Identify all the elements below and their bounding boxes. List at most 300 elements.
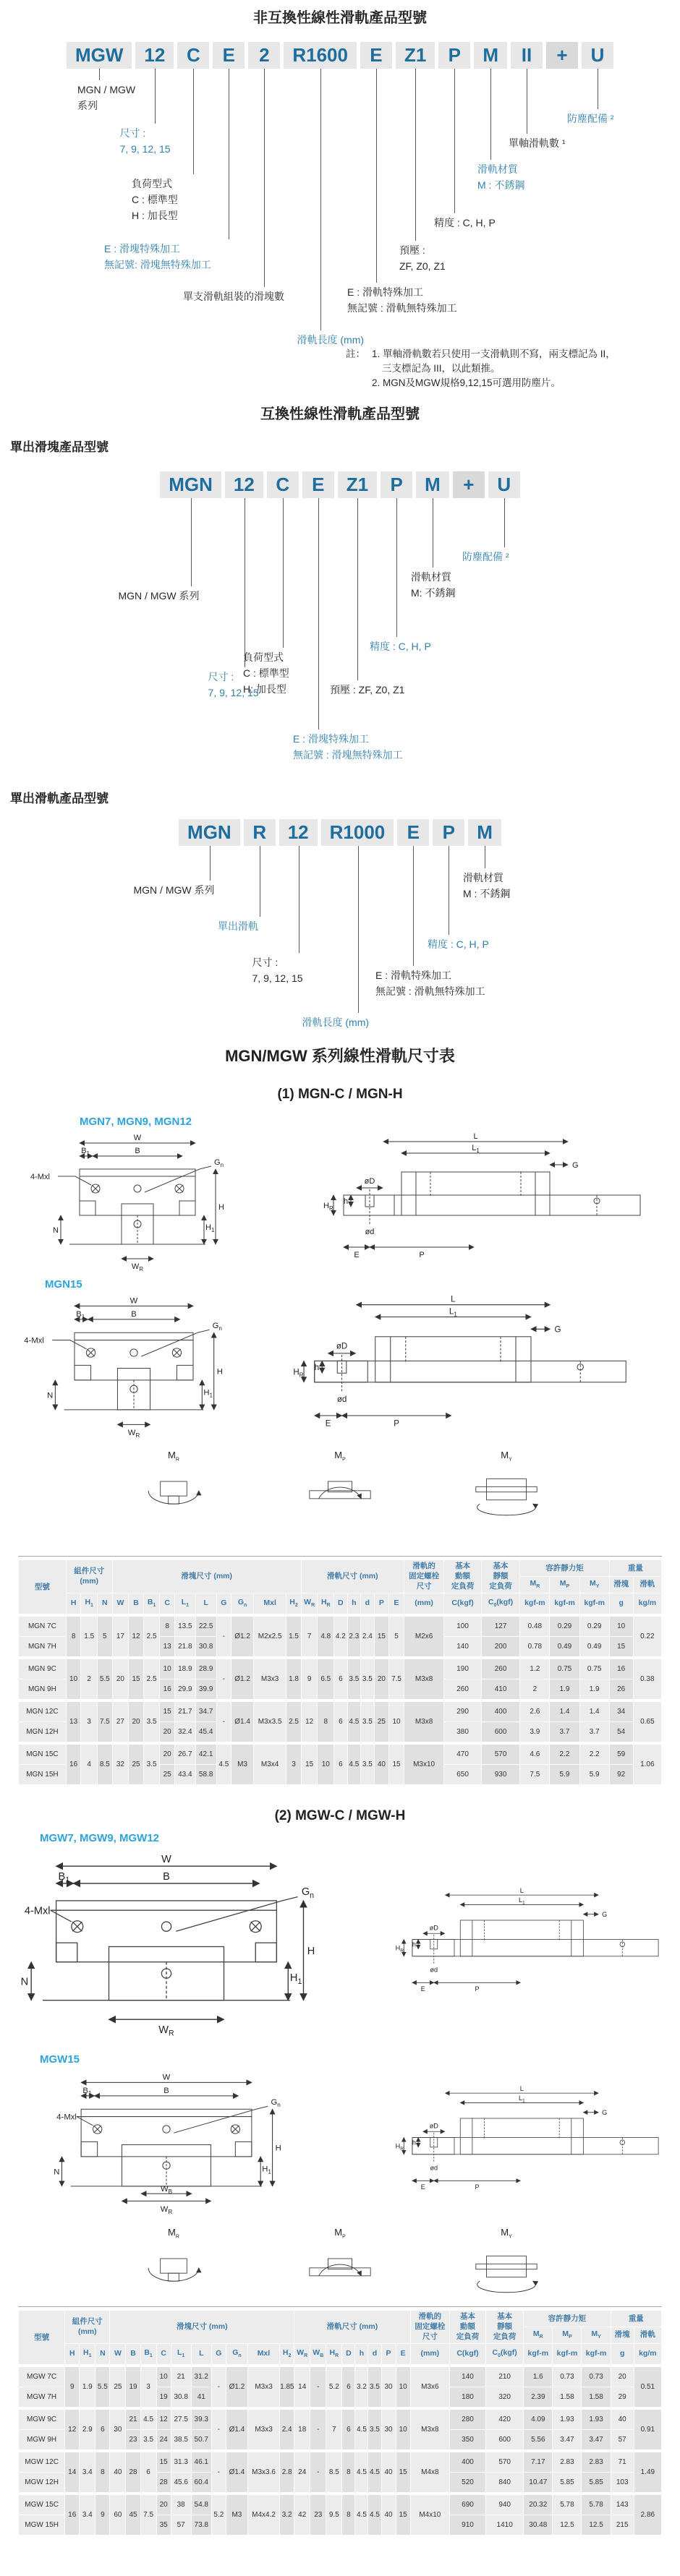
callout-line <box>415 69 416 241</box>
table-cell: 40 <box>381 2451 396 2494</box>
table-header-unit: L <box>191 2343 211 2366</box>
svg-text:WR: $W_R$ <box>158 2024 174 2038</box>
moment-label: $M_R$ <box>168 2227 179 2240</box>
model-code-segment: C <box>267 471 299 498</box>
table-cell: 7.17 <box>524 2451 553 2473</box>
table-header-mid: $M_P$ <box>553 2327 582 2343</box>
table-cell: 5.85 <box>553 2472 582 2494</box>
footnote-lines <box>372 347 616 390</box>
callout-line <box>358 846 359 1013</box>
table-cell: 43.4 <box>174 1764 195 1784</box>
model-code-segment: E <box>397 819 429 846</box>
table-header-unit: $H_2$ <box>280 2343 294 2366</box>
svg-text:øD: øD <box>364 1177 375 1186</box>
table-cell: 4 <box>81 1743 98 1785</box>
table-cell: 14 <box>65 2451 80 2494</box>
callout-label <box>411 569 455 601</box>
table-header-mid: 滑塊 <box>609 1576 633 1593</box>
moment-diagram <box>467 1450 546 1522</box>
table-cell: 143 <box>611 2494 634 2515</box>
model-code-segment: R1600 <box>284 42 357 69</box>
table-cell: 5.2 <box>211 2494 226 2536</box>
table-cell: 14 <box>294 2366 310 2408</box>
callout-label-line: 尺寸 : <box>252 957 279 968</box>
callout-line <box>264 69 265 287</box>
table-header-group: 組件尺寸 (mm) <box>65 2311 110 2344</box>
callout-label-line: MGN / MGW 系列 <box>133 884 215 896</box>
table-cell: 30 <box>110 2408 126 2451</box>
model-code-segment: P <box>433 819 464 846</box>
subtitle-mgw: (2) MGW-C / MGW-H <box>274 1808 406 1823</box>
svg-text:E: E <box>420 1985 425 1993</box>
table-cell: - <box>310 2366 326 2408</box>
table-header-unit: $H_R$ <box>318 1593 334 1615</box>
callout-label <box>183 288 284 304</box>
table-cell: 26 <box>609 1679 633 1700</box>
table-cell: Ø1.2 <box>226 2366 247 2408</box>
table-header-unit: kgf-m <box>582 2343 611 2366</box>
table-cell: 4.5 <box>347 1700 361 1743</box>
callout-line <box>396 498 397 637</box>
table-header-group: 滑塊尺寸 (mm) <box>110 2311 294 2344</box>
model-code-row <box>0 471 680 498</box>
svg-text:W: W <box>161 1853 171 1865</box>
table-cell: 400 <box>481 1700 519 1722</box>
table-header-unit: C <box>156 2343 171 2366</box>
table-cell: 3.2 <box>280 2494 294 2536</box>
table-header-unit: kgf-m <box>579 1593 609 1615</box>
table-cell: 30 <box>381 2408 396 2451</box>
table-cell: 9 <box>65 2366 80 2408</box>
svg-text:ød: ød <box>336 1395 347 1405</box>
callout-label <box>370 638 431 654</box>
svg-text:HR: $H_R$ <box>395 2142 404 2152</box>
table-cell: 1.93 <box>582 2408 611 2430</box>
table-header-unit: h <box>347 1593 361 1615</box>
table-cell: MGN 7H <box>19 1636 67 1658</box>
table-cell: 13.5 <box>174 1615 195 1637</box>
table-cell: 20 <box>160 1743 175 1765</box>
table-cell: 0.29 <box>579 1615 609 1637</box>
svg-text:h: h <box>412 1940 416 1948</box>
callout-label <box>77 82 135 114</box>
series-label-mgw15: MGW15 <box>40 2053 80 2066</box>
callout-label <box>477 161 524 193</box>
table-cell: 34.7 <box>195 1700 216 1722</box>
table-cell: 3 <box>140 2366 156 2408</box>
svg-text:WR: $W_R$ <box>127 1428 140 1439</box>
footnote <box>346 347 664 390</box>
table-cell: 0.73 <box>582 2366 611 2387</box>
table-cell: MGW 15H <box>19 2515 65 2535</box>
table-cell: 40 <box>110 2451 126 2494</box>
table-cell: 3.4 <box>80 2494 95 2536</box>
model-code-segment: R <box>244 819 276 846</box>
callout-label <box>293 731 403 763</box>
table-cell: 21 <box>126 2408 140 2430</box>
callout-label-line: M : 不銹鋼 <box>477 179 525 191</box>
table-header-unit: h <box>355 2343 368 2366</box>
table-cell: 16 <box>609 1658 633 1679</box>
svg-text:Gn: $G_n$ <box>212 1322 222 1332</box>
table-cell: 23 <box>310 2494 326 2536</box>
table-cell: 20 <box>160 1721 175 1743</box>
subtitle-rail-model: 單出滑軌產品型號 <box>10 792 109 805</box>
table-cell: MGW 12H <box>19 2472 65 2494</box>
table-cell: 10 <box>389 1700 404 1743</box>
callout-label <box>463 870 510 902</box>
callout-label <box>119 588 200 604</box>
table-cell: 30.48 <box>524 2515 553 2535</box>
table-cell: 41 <box>191 2387 211 2408</box>
table-header-unit: D <box>342 2343 355 2366</box>
table-cell: M4x10 <box>410 2494 449 2536</box>
svg-text:L1: $L_1$ <box>449 1307 457 1318</box>
model-code-segment: + <box>546 42 578 69</box>
table-header-group: 基本 靜額 定負荷 <box>486 2311 524 2344</box>
table-cell: M3x8 <box>410 2408 449 2451</box>
svg-text:øD: øD <box>336 1342 348 1351</box>
table-cell: - <box>310 2451 326 2494</box>
table-cell: 5.85 <box>582 2472 611 2494</box>
table-cell: 7 <box>326 2408 342 2451</box>
table-cell: 16 <box>160 1679 175 1700</box>
table-cell: 45.4 <box>195 1721 216 1743</box>
table-header-group: 重量 <box>609 1560 661 1577</box>
callout-label <box>218 918 258 934</box>
table-cell: 9.5 <box>326 2494 342 2536</box>
table-cell: 3.9 <box>520 1721 550 1743</box>
table-header-group: 容許靜力矩 <box>524 2311 611 2327</box>
callout-label-line: E : 滑軌特殊加工 <box>375 970 452 981</box>
table-cell: 8 <box>66 1615 81 1658</box>
table-cell: 1.8 <box>286 1658 302 1700</box>
callout-line <box>320 69 321 330</box>
callout-label-line: 系列 <box>77 100 98 111</box>
table-cell: 6 <box>334 1658 348 1700</box>
table-header-unit: $W_R$ <box>294 2343 310 2366</box>
model-code-segment: E <box>360 42 392 69</box>
callout-label-line: H: 加長型 <box>243 683 286 695</box>
table-cell: M3x8 <box>404 1658 444 1700</box>
table-cell: 5 <box>389 1615 404 1658</box>
callout-label <box>330 682 404 698</box>
table-cell: 10 <box>609 1615 633 1637</box>
table-cell: 15 <box>396 2494 410 2536</box>
table-header-unit: $W_R$ <box>301 1593 318 1615</box>
table-cell: 50.7 <box>191 2429 211 2451</box>
svg-text:E: E <box>325 1419 331 1429</box>
table-cell: 0.91 <box>634 2408 661 2451</box>
callout-label <box>120 125 171 157</box>
moment-icon <box>300 2241 380 2295</box>
table-header-unit: $H_2$ <box>286 1593 302 1615</box>
table-header-mid: $M_Y$ <box>582 2327 611 2343</box>
callout-label-line: 單支滑軌組裝的滑塊數 <box>183 291 284 302</box>
table-cell: 0.78 <box>520 1636 550 1658</box>
svg-text:4-Mxl: 4-Mxl <box>30 1173 50 1181</box>
svg-text:H1: $H_1$ <box>205 1223 215 1233</box>
table-cell: 2.5 <box>286 1700 302 1743</box>
table-cell: 7.5 <box>98 1700 113 1743</box>
table-cell: 15 <box>396 2451 410 2494</box>
table-header-unit: B <box>129 1593 144 1615</box>
callout-line <box>210 846 211 881</box>
table-cell: 12.5 <box>553 2515 582 2535</box>
table-cell: 4.5 <box>347 1743 361 1785</box>
table-cell: 34 <box>609 1700 633 1722</box>
table-cell: 1.6 <box>524 2366 553 2387</box>
moment-diagram <box>300 1450 380 1522</box>
svg-text:L1: $L_1$ <box>518 1896 525 1906</box>
series-label-mgw-small: MGW7, MGW9, MGW12 <box>40 1832 159 1844</box>
table-cell: 4.5 <box>355 2494 368 2536</box>
table-cell: 570 <box>486 2451 524 2473</box>
table-cell: M3x3 <box>247 2366 279 2408</box>
table-cell: MGN 12C <box>19 1700 67 1722</box>
table-cell: 15 <box>609 1636 633 1658</box>
callout-label <box>428 936 489 952</box>
table-cell: 45.6 <box>171 2472 191 2494</box>
table-cell: 31.2 <box>191 2366 211 2387</box>
table-cell: 3.7 <box>579 1721 609 1743</box>
callout-label <box>252 954 303 986</box>
table-cell: M3x6 <box>410 2366 449 2408</box>
table-header-unit: $H_1$ <box>81 1593 98 1615</box>
table-cell: 32 <box>112 1743 129 1785</box>
table-cell: 4.5 <box>355 2408 368 2451</box>
model-code-segment: MGW <box>67 42 132 69</box>
table-cell: 7.5 <box>389 1658 404 1700</box>
table-cell: 420 <box>486 2408 524 2430</box>
mgw-small-front-view-drawing <box>20 1851 315 2042</box>
model-code-segment: P <box>381 471 412 498</box>
table-cell: 12 <box>65 2408 80 2451</box>
callout-label-line: 尺寸 : <box>119 127 146 139</box>
table-cell: 910 <box>449 2515 485 2535</box>
table-cell: 22.5 <box>195 1615 216 1637</box>
table-cell: M3x4 <box>253 1743 286 1785</box>
moment-label: $M_P$ <box>334 2227 346 2240</box>
callout-label-line: 負荷型式 <box>243 651 284 663</box>
table-cell: MGN 9C <box>19 1658 67 1679</box>
svg-text:B1: $B_1$ <box>82 2086 92 2097</box>
mgw15-side-view-drawing <box>394 2071 676 2219</box>
table-cell: 3.2 <box>355 2366 368 2408</box>
moment-label: $M_P$ <box>334 1450 346 1463</box>
callout-label <box>509 135 566 151</box>
table-header-unit: $H_R$ <box>326 2343 342 2366</box>
callout-label-line: 單軸滑軌數 ¹ <box>509 137 566 149</box>
table-cell: 13 <box>160 1636 175 1658</box>
table-cell: Ø1.2 <box>231 1615 254 1658</box>
table-cell: 10 <box>156 2366 171 2387</box>
table-header-unit: E <box>389 1593 404 1615</box>
table-header-unit: $B_1$ <box>140 2343 156 2366</box>
table-cell: 2.5 <box>143 1658 160 1700</box>
table-header-unit: $W_B$ <box>310 2343 326 2366</box>
footnote-line: 2. MGN及MGW規格9,12,15可選用防塵片。 <box>372 377 561 388</box>
svg-text:H: H <box>216 1367 223 1377</box>
table-cell: 46.1 <box>191 2451 211 2473</box>
table-header-unit: N <box>98 1593 113 1615</box>
callout-label-line: 7, 9, 12, 15 <box>208 687 259 698</box>
table-cell: 570 <box>481 1743 519 1765</box>
mgn15-front-view-drawing <box>22 1294 246 1442</box>
table-cell: 3.5 <box>361 1743 375 1785</box>
table-header-unit: B <box>126 2343 140 2366</box>
table-header-unit: $G_n$ <box>231 1593 254 1615</box>
table-cell: 1.5 <box>81 1615 98 1658</box>
table-cell: MGW 12C <box>19 2451 65 2473</box>
svg-text:B: B <box>131 1309 137 1319</box>
callout-label-line: MGN / MGW 系列 <box>118 590 200 602</box>
table-cell: 2.39 <box>524 2387 553 2408</box>
table-cell: 2.83 <box>582 2451 611 2473</box>
table-cell: 58.8 <box>195 1764 216 1784</box>
table-cell: 71 <box>611 2451 634 2473</box>
svg-text:L: L <box>519 1886 524 1894</box>
table-cell: 2.9 <box>80 2408 95 2451</box>
model-code-segment: P <box>438 42 470 69</box>
callout-label-line: 單出滑軌 <box>218 920 258 932</box>
table-cell: 200 <box>481 1636 519 1658</box>
table-cell: 5.56 <box>524 2429 553 2451</box>
model-code-segment: M <box>416 471 449 498</box>
table-cell: 8.5 <box>326 2451 342 2494</box>
table-cell: - <box>216 1700 231 1743</box>
callout-label-line: 尺寸 : <box>208 671 234 682</box>
svg-text:Gn: $G_n$ <box>214 1158 224 1168</box>
table-cell: 20 <box>129 1700 144 1743</box>
table-header-unit: G <box>211 2343 226 2366</box>
table-cell: 1.85 <box>280 2366 294 2408</box>
table-cell: 2.86 <box>634 2494 661 2536</box>
callout-label-line: ZF, Z0, Z1 <box>399 260 446 272</box>
moment-diagram <box>134 2227 213 2299</box>
moment-label: $M_R$ <box>168 1450 179 1463</box>
callout-line <box>191 498 192 586</box>
callout-label-line: C : 標準型 <box>132 194 178 205</box>
table-cell: 930 <box>481 1764 519 1784</box>
table-cell: 3.7 <box>550 1721 579 1743</box>
table-cell: MGW 7C <box>19 2366 65 2387</box>
svg-text:B1: $B_1$ <box>76 1309 85 1320</box>
table-cell: 2 <box>520 1679 550 1700</box>
model-code-segment: U <box>582 42 613 69</box>
table-cell: 21 <box>171 2366 191 2387</box>
callout-label-line: 滑軌材質 <box>477 163 518 175</box>
table-cell: 39.9 <box>195 1679 216 1700</box>
callout-label-line: H : 加長型 <box>132 210 178 221</box>
callout-label-line: E : 滑塊特殊加工 <box>104 243 181 254</box>
table-cell: 92 <box>609 1764 633 1784</box>
table-header-group: 滑軌尺寸 (mm) <box>294 2311 411 2344</box>
table-cell: 10 <box>396 2366 410 2408</box>
table-header-unit: P <box>381 2343 396 2366</box>
table-cell: 5.9 <box>550 1764 579 1784</box>
table-cell: 1.93 <box>553 2408 582 2430</box>
table-cell: 190 <box>444 1658 481 1679</box>
table-cell: 10 <box>66 1658 81 1700</box>
model-code-segment: 12 <box>135 42 174 69</box>
table-cell: 38 <box>171 2494 191 2515</box>
table-cell: M3 <box>231 1743 254 1785</box>
table-cell: - <box>211 2408 226 2451</box>
table-cell: 15 <box>374 1615 389 1658</box>
table-cell: 3.5 <box>140 2429 156 2451</box>
moment-diagram <box>467 2227 546 2299</box>
table-cell: 7.5 <box>140 2494 156 2536</box>
table-header-group: 滑塊尺寸 (mm) <box>112 1560 301 1593</box>
callout-label <box>462 549 509 565</box>
callout-line <box>490 69 491 160</box>
model-code-segment: 12 <box>225 471 263 498</box>
svg-text:P: P <box>394 1419 400 1429</box>
table-cell: 4.6 <box>520 1743 550 1765</box>
table-cell: 0.49 <box>579 1636 609 1658</box>
table-cell: 400 <box>449 2451 485 2473</box>
table-cell: 27 <box>112 1700 129 1743</box>
callout-label <box>302 1014 370 1030</box>
table-cell: 215 <box>611 2515 634 2535</box>
table-cell: 4.5 <box>216 1743 231 1785</box>
svg-text:B: B <box>135 1147 140 1155</box>
table-cell: 15 <box>156 2451 171 2473</box>
callout-label-line: 精度 : C, H, P <box>428 938 489 950</box>
svg-text:4-Mxl: 4-Mxl <box>56 2113 77 2122</box>
table-cell: 54 <box>609 1721 633 1743</box>
callout-line <box>413 846 414 966</box>
table-cell: 1.5 <box>286 1615 302 1658</box>
table-cell: MGN 12H <box>19 1721 67 1743</box>
table-cell: 0.49 <box>550 1636 579 1658</box>
table-header-unit: kg/m <box>633 1593 661 1615</box>
svg-text:WR: $W_R$ <box>131 1262 144 1272</box>
table-cell: 2.6 <box>520 1700 550 1722</box>
table-header-unit: $L_1$ <box>174 1593 195 1615</box>
dimension-table <box>18 2310 662 2536</box>
table-cell: MGW 9H <box>19 2429 65 2451</box>
callout-line <box>99 69 100 80</box>
table-cell: 4.5 <box>368 2494 381 2536</box>
table-cell: 23 <box>126 2429 140 2451</box>
table-cell: 6 <box>95 2408 110 2451</box>
mgw-small-side-view-drawing <box>394 1851 676 2042</box>
svg-text:G: G <box>602 2109 608 2117</box>
table-cell: 21.7 <box>174 1700 195 1722</box>
title-dimension-table: MGN/MGW 系列線性滑軌尺寸表 <box>225 1047 455 1065</box>
svg-text:h: h <box>344 1197 349 1206</box>
callout-label-line: 滑軌長度 (mm) <box>302 1017 370 1028</box>
table-header-unit: W <box>112 1593 129 1615</box>
table-cell: 1.4 <box>579 1700 609 1722</box>
svg-text:øD: øD <box>429 2122 438 2130</box>
table-cell: 470 <box>444 1743 481 1765</box>
model-code-segment: E <box>302 471 334 498</box>
model-code-segment: U <box>488 471 520 498</box>
svg-text:B: B <box>163 2086 169 2095</box>
table-cell: 2.4 <box>280 2408 294 2451</box>
callout-label <box>243 649 289 697</box>
table-cell: 10.47 <box>524 2472 553 2494</box>
table-cell: 12 <box>129 1615 144 1658</box>
svg-text:L1: $L_1$ <box>472 1144 480 1154</box>
svg-text:4-Mxl: 4-Mxl <box>24 1905 51 1917</box>
table-cell: 8 <box>95 2451 110 2494</box>
table-cell: 39.3 <box>191 2408 211 2430</box>
table-header-unit: $B_1$ <box>143 1593 160 1615</box>
